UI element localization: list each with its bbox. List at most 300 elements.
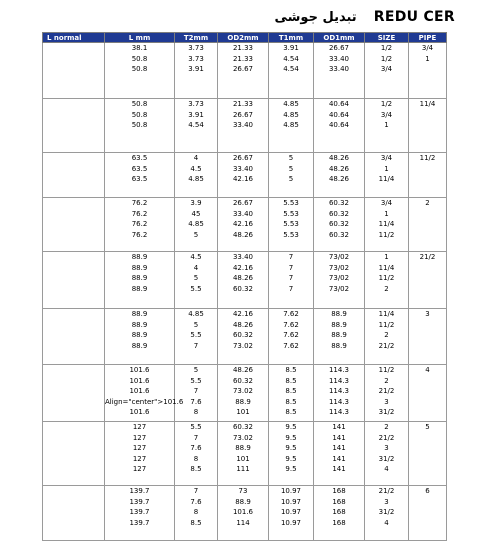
cell-value: 8.5 <box>190 518 202 527</box>
cell-value: 141 <box>332 423 346 431</box>
cell-value: 4.85 <box>188 220 204 229</box>
table-row <box>43 486 447 541</box>
cell-l-normal <box>43 153 105 198</box>
cell-value: 11/4 <box>378 220 395 229</box>
cell-value: 8.5 <box>285 387 297 396</box>
cell-value: 7.62 <box>283 331 299 340</box>
cell-value: 45 <box>191 209 201 218</box>
cell-value: 88.9 <box>235 497 251 506</box>
cell-value: 50.8 <box>131 54 148 63</box>
cell-t2mm <box>175 198 218 252</box>
cell-value: 5.5 <box>190 376 202 385</box>
cell-t1mm <box>269 99 314 153</box>
cell-value: 5 <box>288 154 294 162</box>
cell-value: 31/2 <box>378 454 395 463</box>
cell-value: 88.9 <box>131 284 148 293</box>
cell-value: 4 <box>425 366 430 374</box>
header-t1mm: T1mm <box>269 33 314 43</box>
table-row <box>43 153 447 198</box>
cell-value: 4.54 <box>188 121 204 130</box>
cell-od1mm <box>314 486 365 541</box>
cell-value: 42.16 <box>232 175 254 184</box>
cell-value: 48.26 <box>232 366 254 374</box>
cell-value: 9.5 <box>285 454 297 463</box>
cell-value: 26.67 <box>328 44 350 52</box>
cell-pipe <box>409 252 447 309</box>
cell-value: 11/4 <box>378 175 395 184</box>
cell-value: 4.5 <box>190 253 202 261</box>
cell-t2mm <box>175 365 218 422</box>
cell-value: 88.9 <box>235 444 251 453</box>
header-t2mm: T2mm <box>175 33 218 43</box>
title-english: REDU CER <box>373 9 455 25</box>
cell-t1mm <box>269 365 314 422</box>
cell-od2mm <box>218 153 269 198</box>
cell-value: 8.5 <box>285 366 297 374</box>
cell-value: 139.7 <box>129 508 150 517</box>
cell-value: 40.64 <box>328 110 350 119</box>
cell-value: 48.26 <box>232 274 254 283</box>
cell-value: 76.2 <box>131 199 148 207</box>
cell-value: 9.5 <box>285 423 297 431</box>
cell-value: 4 <box>384 465 389 474</box>
cell-value: 8.5 <box>285 397 297 406</box>
cell-l-mm <box>105 198 175 252</box>
cell-value: 5 <box>193 230 199 239</box>
table-row <box>43 365 447 422</box>
cell-value: 3 <box>384 497 389 506</box>
cell-size <box>365 486 409 541</box>
cell-value: 5.5 <box>190 331 202 340</box>
cell-value: 4.85 <box>188 175 204 184</box>
cell-value: 7 <box>288 274 294 283</box>
cell-value: 73/02 <box>328 284 350 293</box>
cell-value: 4.85 <box>283 121 299 130</box>
cell-value: 2 <box>425 199 430 207</box>
cell-value: 2 <box>384 284 389 293</box>
cell-value: 50.8 <box>131 121 148 130</box>
cell-value: 88.9 <box>331 310 347 318</box>
cell-l-mm <box>105 309 175 365</box>
cell-value: 40.64 <box>328 100 350 108</box>
cell-value: 88.9 <box>131 341 148 350</box>
cell-value: 26.67 <box>232 154 254 162</box>
cell-l-normal <box>43 99 105 153</box>
table-header-row <box>43 33 447 43</box>
cell-value: 101.6 <box>129 387 150 396</box>
cell-value: 1/2 <box>380 100 393 108</box>
cell-value: 48.26 <box>328 175 350 184</box>
cell-value: 3.73 <box>188 44 204 52</box>
cell-value: 88.9 <box>131 310 148 318</box>
table-row <box>43 309 447 365</box>
cell-value: 168 <box>332 508 346 517</box>
cell-od1mm <box>314 309 365 365</box>
cell-value: 50.8 <box>131 65 148 74</box>
cell-value: 1 <box>384 253 389 261</box>
cell-value: 88.9 <box>331 320 347 329</box>
cell-value: 73/02 <box>328 253 350 261</box>
cell-value: 127 <box>132 465 147 474</box>
cell-value: 168 <box>332 487 346 495</box>
cell-value: 7.62 <box>283 320 299 329</box>
cell-od1mm <box>314 365 365 422</box>
cell-value: 4 <box>193 154 199 162</box>
cell-value: 33.40 <box>232 164 254 173</box>
cell-value: 76.2 <box>131 220 148 229</box>
cell-value: 11/2 <box>378 320 395 329</box>
cell-value: 114.3 <box>328 397 350 406</box>
cell-value: 114 <box>236 518 250 527</box>
cell-value: 5.53 <box>283 199 299 207</box>
cell-value: 7 <box>288 253 294 261</box>
cell-od1mm <box>314 43 365 99</box>
cell-value: 3.73 <box>188 54 204 63</box>
cell-value: 1 <box>384 121 389 130</box>
cell-value: 3.73 <box>188 100 204 108</box>
header-l-mm: L mm <box>105 33 175 43</box>
cell-value: 5 <box>425 423 430 431</box>
cell-value: 42.16 <box>232 310 254 318</box>
cell-value: 73 <box>238 487 248 495</box>
cell-value: 60.32 <box>232 423 254 431</box>
cell-value: 11/2 <box>378 230 395 239</box>
cell-value: 33.40 <box>328 65 350 74</box>
table-row <box>43 99 447 153</box>
cell-value: 2 <box>384 376 389 385</box>
cell-value: 88.9 <box>131 320 148 329</box>
reducer-spec-table <box>42 32 447 541</box>
cell-t2mm <box>175 486 218 541</box>
cell-value: 5 <box>288 164 294 173</box>
cell-size <box>365 422 409 486</box>
cell-value: 9.5 <box>285 465 297 474</box>
cell-t2mm <box>175 153 218 198</box>
cell-value: 8 <box>193 408 199 417</box>
cell-value: 139.7 <box>129 518 150 527</box>
header-pipe: PIPE <box>409 33 447 43</box>
cell-pipe <box>409 486 447 541</box>
cell-value: 60.32 <box>232 331 254 340</box>
cell-value: 73/02 <box>328 263 350 272</box>
cell-value: 42.16 <box>232 220 254 229</box>
cell-value: 88.9 <box>331 341 347 350</box>
cell-value: 48.26 <box>328 164 350 173</box>
cell-value: 7 <box>193 387 199 396</box>
cell-l-mm <box>105 365 184 422</box>
cell-od2mm <box>218 486 269 541</box>
cell-value: 21/2 <box>378 387 395 396</box>
cell-value: 8.5 <box>285 408 297 417</box>
cell-value: 73.02 <box>232 387 254 396</box>
cell-size <box>365 43 409 99</box>
cell-value: 73.02 <box>232 433 254 442</box>
cell-value: 127 <box>132 444 147 453</box>
cell-value: 4.85 <box>188 310 204 318</box>
cell-value: 21/2 <box>378 433 395 442</box>
cell-value: 31/2 <box>378 508 395 517</box>
cell-l-mm <box>105 486 175 541</box>
cell-size <box>365 365 409 422</box>
cell-value: 42.16 <box>232 263 254 272</box>
cell-value: 7 <box>288 284 294 293</box>
cell-value: 26.67 <box>232 199 254 207</box>
cell-l-normal <box>43 309 105 365</box>
cell-value: 101.6 <box>129 408 150 417</box>
cell-pipe <box>409 198 447 252</box>
cell-value: 5 <box>193 366 199 374</box>
title-persian: تبدیل جوشی <box>274 10 357 25</box>
cell-value: 4.85 <box>283 100 299 108</box>
cell-pipe <box>409 99 447 153</box>
cell-l-mm <box>105 43 175 99</box>
cell-value: 114.3 <box>328 408 350 417</box>
cell-value: 9.5 <box>285 433 297 442</box>
cell-value: 168 <box>332 518 346 527</box>
cell-value: 11/4 <box>378 310 395 318</box>
cell-value: 7 <box>193 341 199 350</box>
cell-value: 5 <box>193 274 199 283</box>
cell-value: 88.9 <box>131 331 148 340</box>
cell-value: 101.6 <box>129 366 150 374</box>
cell-od2mm <box>218 365 269 422</box>
cell-t1mm <box>269 422 314 486</box>
cell-size <box>365 153 409 198</box>
cell-value: 3.91 <box>283 44 299 52</box>
cell-value: 48.26 <box>232 230 254 239</box>
cell-value: 3.9 <box>190 199 202 207</box>
document-title <box>275 6 456 24</box>
cell-t1mm <box>269 43 314 99</box>
cell-value: 73/02 <box>328 274 350 283</box>
cell-value: 139.7 <box>129 497 150 506</box>
cell-value: 88.9 <box>131 274 148 283</box>
cell-value: 40.64 <box>328 121 350 130</box>
cell-value: 7.62 <box>283 310 299 318</box>
cell-value: 60.32 <box>232 376 254 385</box>
cell-od1mm <box>314 252 365 309</box>
cell-value: 11/4 <box>378 263 395 272</box>
cell-value: 88.9 <box>235 397 251 406</box>
cell-value: 50.8 <box>131 100 148 108</box>
cell-value: 63.5 <box>131 154 148 162</box>
cell-value: 48.26 <box>328 154 350 162</box>
cell-l-normal <box>43 486 105 541</box>
cell-t1mm <box>269 153 314 198</box>
cell-pipe <box>409 43 447 99</box>
cell-od2mm <box>218 198 269 252</box>
cell-value: 11/2 <box>378 274 395 283</box>
cell-value: 168 <box>332 497 346 506</box>
table-row <box>43 198 447 252</box>
cell-value: 101.6 <box>129 376 150 385</box>
cell-value: 5 <box>288 175 294 184</box>
cell-value: 114.3 <box>328 366 350 374</box>
cell-value: 7 <box>288 263 294 272</box>
cell-value: 76.2 <box>131 209 148 218</box>
cell-value: 114.3 <box>328 376 350 385</box>
cell-value: 60.32 <box>328 199 350 207</box>
cell-value: 88.9 <box>331 331 347 340</box>
cell-value: 5.53 <box>283 220 299 229</box>
cell-value: 7.62 <box>283 341 299 350</box>
cell-value: 33.40 <box>328 54 350 63</box>
cell-od2mm <box>218 252 269 309</box>
cell-size <box>365 99 409 153</box>
header-od2mm: OD2mm <box>218 33 269 43</box>
cell-t1mm <box>269 198 314 252</box>
cell-value: 127 <box>132 454 147 463</box>
cell-od2mm <box>218 99 269 153</box>
cell-l-mm <box>105 153 175 198</box>
cell-value: 60.32 <box>328 209 350 218</box>
cell-value: 63.5 <box>131 164 148 173</box>
cell-value: 50.8 <box>131 110 148 119</box>
cell-od1mm <box>314 198 365 252</box>
cell-value: 63.5 <box>131 175 148 184</box>
cell-value: 31/2 <box>378 408 395 417</box>
cell-value: 38.1 <box>131 44 148 52</box>
cell-size <box>365 198 409 252</box>
cell-value: 127 <box>132 433 147 442</box>
cell-value: 101.6 <box>232 508 254 517</box>
cell-value: 21.33 <box>232 44 254 52</box>
cell-l-normal <box>43 422 105 486</box>
cell-value: 141 <box>332 444 346 453</box>
cell-value: 11/2 <box>419 154 436 162</box>
cell-value: 21.33 <box>232 54 254 63</box>
cell-value: 7 <box>193 433 199 442</box>
cell-value: 3.91 <box>188 110 204 119</box>
cell-t2mm <box>175 422 218 486</box>
cell-value: Align="center">101.6 <box>105 397 184 406</box>
cell-value: 26.67 <box>232 65 254 74</box>
cell-value: 88.9 <box>131 263 148 272</box>
cell-t2mm <box>175 252 218 309</box>
cell-value: 3/4 <box>380 154 393 162</box>
cell-value: 26.67 <box>232 110 254 119</box>
cell-pipe <box>409 422 447 486</box>
cell-t2mm <box>175 309 218 365</box>
cell-od2mm <box>218 309 269 365</box>
cell-value: 2 <box>384 423 389 431</box>
cell-value: 10.97 <box>280 487 302 495</box>
cell-t2mm <box>175 99 218 153</box>
cell-value: 8.5 <box>285 376 297 385</box>
cell-value: 21/2 <box>419 253 436 261</box>
cell-value: 1/2 <box>380 54 393 63</box>
cell-value: 3.91 <box>188 65 204 74</box>
cell-size <box>365 309 409 365</box>
cell-value: 8.5 <box>190 465 202 474</box>
cell-od2mm <box>218 43 269 99</box>
cell-value: 10.97 <box>280 497 302 506</box>
cell-value: 33.40 <box>232 209 254 218</box>
cell-t1mm <box>269 486 314 541</box>
cell-value: 60.32 <box>232 284 254 293</box>
cell-value: 10.97 <box>280 518 302 527</box>
cell-value: 76.2 <box>131 230 148 239</box>
cell-l-normal <box>43 198 105 252</box>
cell-t1mm <box>269 309 314 365</box>
cell-value: 60.32 <box>328 220 350 229</box>
cell-value: 73.02 <box>232 341 254 350</box>
cell-value: 101 <box>236 408 250 417</box>
cell-value: 7 <box>193 487 199 495</box>
cell-value: 1 <box>384 164 389 173</box>
cell-value: 3/4 <box>380 199 393 207</box>
cell-od2mm <box>218 422 269 486</box>
cell-l-mm <box>105 99 175 153</box>
cell-value: 8 <box>193 508 199 517</box>
cell-value: 48.26 <box>232 320 254 329</box>
header-size: SIZE <box>365 33 409 43</box>
cell-pipe <box>409 153 447 198</box>
cell-value: 8 <box>193 454 199 463</box>
cell-value: 21.33 <box>232 100 254 108</box>
cell-l-mm <box>105 422 175 486</box>
cell-value: 111 <box>236 465 250 474</box>
cell-value: 21/2 <box>378 487 395 495</box>
cell-t2mm <box>175 43 218 99</box>
cell-value: 127 <box>132 423 147 431</box>
table-row <box>43 422 447 486</box>
cell-value: 141 <box>332 433 346 442</box>
cell-value: 60.32 <box>328 230 350 239</box>
cell-l-mm <box>105 252 175 309</box>
cell-od1mm <box>314 422 365 486</box>
cell-pipe <box>409 365 447 422</box>
cell-value: 11/2 <box>378 366 395 374</box>
cell-value: 4.5 <box>190 164 202 173</box>
cell-l-normal <box>43 252 105 309</box>
cell-value: 21/2 <box>378 341 395 350</box>
cell-value: 3/4 <box>380 110 393 119</box>
cell-value: 141 <box>332 454 346 463</box>
cell-value: 7.6 <box>190 497 202 506</box>
cell-value: 1 <box>384 209 389 218</box>
cell-pipe <box>409 309 447 365</box>
cell-value: 2 <box>384 331 389 340</box>
cell-value: 4 <box>384 518 389 527</box>
cell-value: 5.53 <box>283 230 299 239</box>
cell-value: 1/2 <box>380 44 393 52</box>
cell-value: 6 <box>425 487 430 495</box>
cell-value: 3 <box>425 310 430 318</box>
cell-value: 5 <box>193 320 199 329</box>
cell-t1mm <box>269 252 314 309</box>
cell-value: 9.5 <box>285 444 297 453</box>
cell-size <box>365 252 409 309</box>
cell-value: 139.7 <box>129 487 150 495</box>
cell-value: 4.54 <box>283 54 299 63</box>
cell-value: 101 <box>236 454 250 463</box>
table-row <box>43 252 447 309</box>
cell-value: 4.85 <box>283 110 299 119</box>
header-od1mm: OD1mm <box>314 33 365 43</box>
cell-value: 4 <box>193 263 199 272</box>
cell-value: 7.6 <box>190 397 202 406</box>
cell-value: 4.54 <box>283 65 299 74</box>
header-l-normal: L normal <box>43 33 105 43</box>
cell-od1mm <box>314 153 365 198</box>
cell-value: 10.97 <box>280 508 302 517</box>
cell-value: 11/4 <box>419 100 436 108</box>
cell-value: 7.6 <box>190 444 202 453</box>
cell-value: 141 <box>332 465 346 474</box>
cell-value: 3/4 <box>380 65 393 74</box>
cell-value: 33.40 <box>232 121 254 130</box>
